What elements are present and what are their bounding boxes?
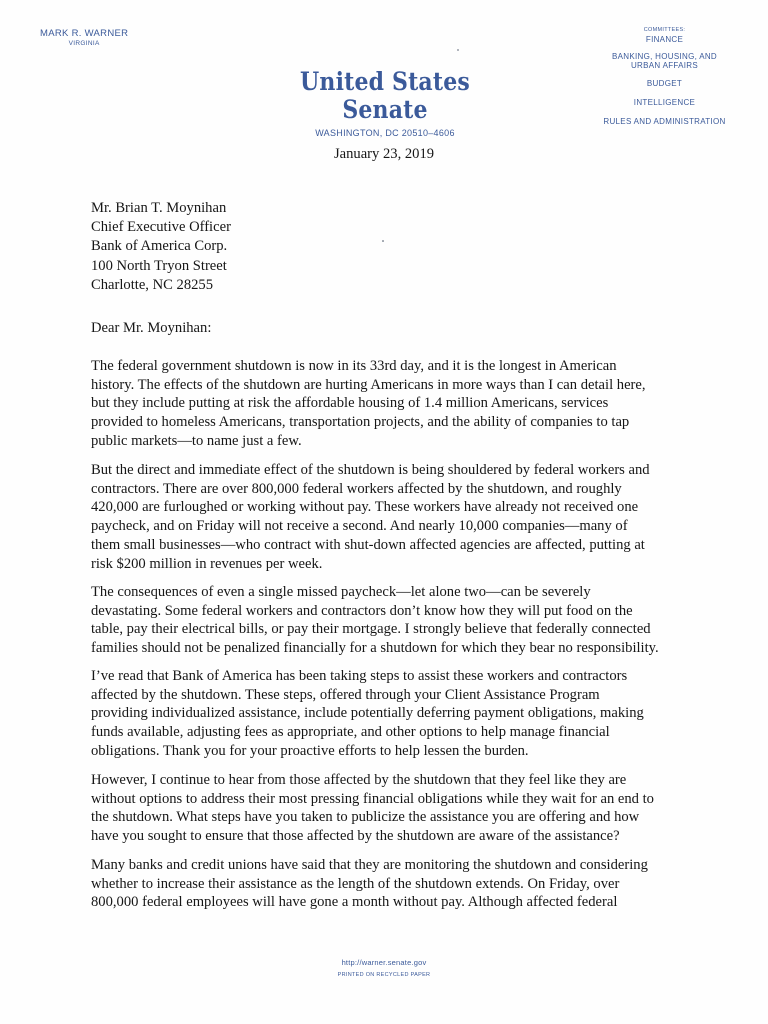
letter-footer [284, 958, 484, 978]
body-paragraph [91, 461, 691, 573]
paragraph-line: public markets—to name just a few. [91, 432, 302, 449]
senate-masthead [250, 68, 520, 138]
body-paragraph [91, 357, 691, 451]
body-paragraph [91, 583, 691, 658]
salutation: Dear Mr. Moynihan: [91, 320, 212, 336]
recipient-line: 100 North Tryon Street [91, 257, 227, 274]
body-paragraph [91, 667, 691, 761]
sender-state: VIRGINIA [68, 39, 100, 47]
website-link[interactable]: http://warner.senate.gov [341, 958, 427, 967]
sender-block [40, 29, 128, 47]
paragraph-line: But the direct and immediate effect of the shutdown is being shouldered by federal workers and [91, 462, 650, 478]
paragraph-line: obligations. Thank you for your proactive efforts to help lessen the burden. [91, 742, 529, 759]
paragraph-line: them small businesses—who contract with shut-down affected agencies are affected, putting at [91, 536, 645, 553]
recipient-line: Chief Executive Officer [91, 219, 231, 236]
paragraph-line: the shutdown. What steps have you taken to publicize the assistance you are offering and how [91, 809, 640, 826]
paragraph-line: devastating. Some federal workers and contractors don’t know how they will put food on the [91, 602, 633, 619]
paragraph-line: The consequences of even a single missed paycheck—let alone two—can be severely [91, 584, 591, 600]
recycled-paper-note: PRINTED ON RECYCLED PAPER [337, 972, 431, 978]
paragraph-line: paycheck, and on Friday will not receive a second. And nearly 10,000 companies—many of [91, 518, 628, 535]
recipient-line: Charlotte, NC 28255 [91, 276, 214, 293]
senate-title: United States Senate [300, 67, 470, 124]
paragraph-line: have you sought to ensure that those affected by the shutdown are aware of the assistance? [91, 828, 620, 845]
paragraph-line: 420,000 are furloughed or working without pay. These workers have already not received one [91, 499, 639, 516]
paragraph-line: but they include putting at risk the affordable housing of 1.4 million Americans, services [91, 395, 609, 412]
committee-item: INTELLIGENCE [633, 97, 696, 107]
body-paragraph [91, 856, 691, 912]
senate-address: WASHINGTON, DC 20510–4606 [315, 128, 455, 138]
paragraph-line: I’ve read that Bank of America has been taking steps to assist these workers and contractors [91, 668, 628, 684]
committee-item: URBAN AFFAIRS [630, 61, 699, 71]
paragraph-line: risk $200 million in revenues per week. [91, 555, 323, 572]
body-paragraph [91, 771, 691, 846]
paragraph-line: whether to increase their assistance as the length of the shutdown extends. On Friday, over [91, 875, 620, 892]
paragraph-line: families should not be penalized financially for a shutdown for which they bear no responsibility. [91, 640, 659, 657]
recipient-address [91, 199, 231, 295]
paragraph-line: contractors. There are over 800,000 federal workers affected by the shutdown, and roughly [91, 480, 622, 497]
recipient-line: Bank of America Corp. [91, 238, 228, 255]
committee-item: BANKING, HOUSING, AND [612, 52, 717, 62]
paragraph-line: However, I continue to hear from those affected by the shutdown that they feel like they are [91, 772, 627, 788]
paragraph-line: affected by the shutdown. These steps, offered through your Client Assistance Program [91, 686, 600, 703]
paragraph-line: history. The effects of the shutdown are hurting Americans in more ways than I can detail here, [91, 376, 646, 393]
paragraph-line: funds available, adjusting fees as appropriate, and other options to help manage financial [91, 724, 610, 741]
paragraph-line: provided to homeless Americans, transportation projects, and the ability of companies to tap [91, 414, 630, 431]
committee-item: RULES AND ADMINISTRATION [603, 116, 726, 126]
committee-item: FINANCE [645, 35, 684, 45]
paragraph-line: providing individualized assistance, include potentially deferring payment obligations, making [91, 705, 644, 722]
letter-date: January 23, 2019 [333, 146, 435, 162]
recipient-line: Mr. Brian T. Moynihan [91, 200, 227, 216]
committees-heading: COMMITTEES: [643, 27, 686, 33]
committee-item: BUDGET [646, 79, 683, 89]
scan-speck [457, 49, 459, 51]
scan-speck [382, 240, 384, 242]
paragraph-line: table, pay their electrical bills, or pay their mortgage. I strongly believe that federally connected [91, 621, 651, 638]
paragraph-line: without options to address their most pressing financial obligations while they wait for an end to [91, 790, 654, 807]
committees-block [592, 27, 737, 127]
paragraph-line: The federal government shutdown is now in its 33rd day, and it is the longest in American [91, 358, 617, 374]
paragraph-line: Many banks and credit unions have said that they are monitoring the shutdown and considering [91, 857, 648, 873]
sender-name: MARK R. WARNER [40, 28, 129, 39]
paragraph-line: 800,000 federal employees will have gone a month without pay. Although affected federal [91, 894, 618, 911]
